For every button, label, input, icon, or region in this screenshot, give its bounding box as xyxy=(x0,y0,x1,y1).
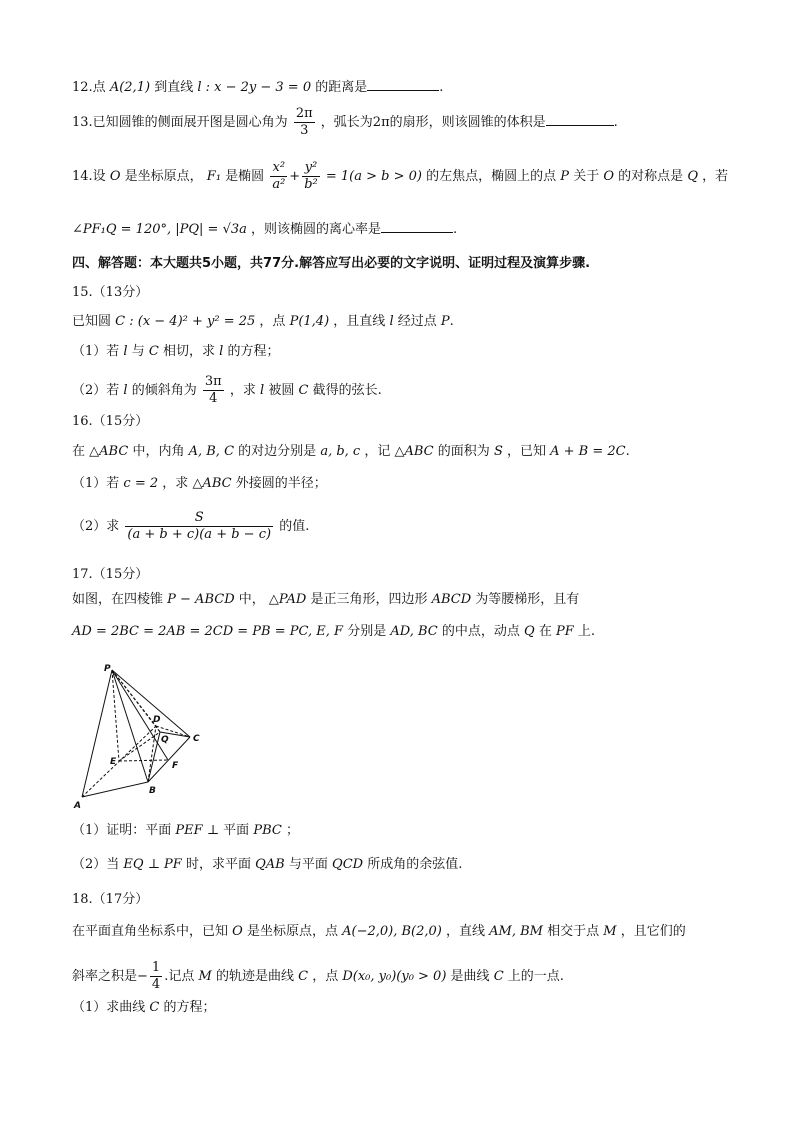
q16-end: . xyxy=(625,444,630,459)
q17-t6: 的中点，动点 xyxy=(441,624,520,639)
q15-part2 xyxy=(72,374,382,407)
q15-p2-l2: l xyxy=(260,383,265,398)
q14-t7: ，若 xyxy=(702,169,729,184)
q17-t3: 是正三角形，四边形 xyxy=(310,592,428,607)
q16-p1-t1: （1）若 xyxy=(72,476,120,491)
q18-t6: 斜率之积是 xyxy=(72,969,138,984)
q17-stem2 xyxy=(72,622,595,642)
q14-t1: 14.设 xyxy=(72,169,106,184)
q13-end: . xyxy=(613,115,618,130)
q15-p1-l2: l xyxy=(219,344,224,359)
q14-x-den: a² xyxy=(272,177,286,192)
edge-PB xyxy=(112,670,148,782)
q14-t3: 是椭圆 xyxy=(225,169,265,184)
q15-t4: 经过点 xyxy=(397,314,437,329)
q17-t4: 为等腰梯形，且有 xyxy=(475,592,580,607)
segment-PE xyxy=(112,670,119,761)
q14-t8: ，则该椭圆的离心率是 xyxy=(251,222,382,237)
q17-p1-pbc: PBC xyxy=(253,823,282,838)
q15-P: P xyxy=(440,314,450,329)
q14-O2: O xyxy=(603,169,615,184)
q16-p1-t2: ，求 xyxy=(162,476,189,491)
q17-stem1 xyxy=(72,590,579,610)
q15-p2-t5: 截得的弦长. xyxy=(312,383,382,398)
q17-p1-t1: （1）证明：平面 xyxy=(72,823,172,838)
q18-part1 xyxy=(72,998,216,1018)
q17-t2: 中， xyxy=(238,592,265,607)
q16-p2-den: (a + b + c)(a + b − c) xyxy=(127,527,272,542)
q14-frac-y xyxy=(302,160,320,193)
q18-p1-t1: （1）求曲线 xyxy=(72,1000,146,1015)
q14-x-num: x² xyxy=(270,160,287,177)
q17-eq: AD = 2BC = 2AB = 2CD = PB = PC, E, F xyxy=(72,624,344,639)
q18-t11: 上的一点. xyxy=(507,969,564,984)
q17-PF: PF xyxy=(555,624,574,639)
section-4-heading: 四、解答题：本大题共5小题，共77分.解答应写出必要的文字说明、证明过程及演算步骤. xyxy=(72,256,591,271)
q15-p1-t1: （1）若 xyxy=(72,344,120,359)
q18-fraction xyxy=(150,960,162,993)
q17-Q: Q xyxy=(524,624,535,639)
q17-part1 xyxy=(72,821,299,841)
q15-p1-t2: 与 xyxy=(131,344,145,359)
q13-frac-den: 3 xyxy=(300,123,309,138)
label-B: B xyxy=(149,786,156,796)
q18-p1-C: C xyxy=(149,1000,160,1015)
q18-t5: ，且它们的 xyxy=(620,924,686,939)
q17-p2-t2: 时，求平面 xyxy=(185,857,251,872)
q15-p2-t2: 的倾斜角为 xyxy=(131,383,197,398)
q13-answer-blank[interactable] xyxy=(546,111,614,126)
q12-suffix: 的距离是 xyxy=(315,80,368,95)
q15-circle: C : (x − 4)² + y² = 25 xyxy=(115,314,256,329)
label-A: A xyxy=(74,801,81,810)
q15-end: . xyxy=(449,314,454,329)
q18-t3: ，直线 xyxy=(446,924,486,939)
q15-p2-C: C xyxy=(298,383,309,398)
q16-part2 xyxy=(72,510,309,543)
q14-F1: F₁ xyxy=(206,169,222,184)
q16-t6: ，已知 xyxy=(506,444,546,459)
label-P: P xyxy=(104,664,111,674)
q14-eq-rest: = 1(a > b > 0) xyxy=(325,169,422,184)
q15-t1: 已知圆 xyxy=(72,314,112,329)
q12-prefix: 12.点 xyxy=(72,80,106,95)
q16-t2: 中，内角 xyxy=(132,444,185,459)
q12-mid: 到直线 xyxy=(154,80,194,95)
q15-p2-t1: （2）若 xyxy=(72,383,120,398)
q18-t9: ，点 xyxy=(312,969,339,984)
q18-stem1 xyxy=(72,922,686,942)
q16-p2-num: S xyxy=(125,510,273,527)
label-Q: Q xyxy=(161,735,169,745)
q16-angles: A, B, C xyxy=(188,444,235,459)
q15-l: l xyxy=(389,314,394,329)
q14-Q: Q xyxy=(687,169,698,184)
q17-t8: 上. xyxy=(577,624,596,639)
q17-p1-pef: PEF xyxy=(175,823,203,838)
q18-stem2 xyxy=(72,960,564,993)
q15-p1-t3: 相切，求 xyxy=(162,344,215,359)
q17-t7: 在 xyxy=(538,624,552,639)
q14-t6: 的对称点是 xyxy=(618,169,684,184)
q17-t5: 分别是 xyxy=(347,624,387,639)
q16-sides: a, b, c xyxy=(320,444,361,459)
q13-prefix: 13.已知圆锥的侧面展开图是圆心角为 xyxy=(72,115,288,130)
q16-p2-t1: （2）求 xyxy=(72,519,120,534)
label-D: D xyxy=(153,715,161,725)
edge-PA xyxy=(82,670,112,797)
q16-t3: 的对边分别是 xyxy=(238,444,317,459)
q14-y-den: b² xyxy=(304,177,318,192)
q16-p1-t3: 外接圆的半径； xyxy=(235,476,327,491)
q17-abcd: ABCD xyxy=(431,592,472,607)
q14-P: P xyxy=(560,169,570,184)
q14-y-num: y² xyxy=(302,160,320,177)
q17-p1-t2: ⊥ 平面 xyxy=(206,823,250,838)
q14-frac-x xyxy=(270,160,287,193)
q17-p2-qcd: QCD xyxy=(332,857,364,872)
q15-p1-C: C xyxy=(148,344,159,359)
q15-p1-l: l xyxy=(123,344,128,359)
label-E: E xyxy=(110,757,117,767)
q15-p2-t3: ，求 xyxy=(229,383,256,398)
q14-condition: ∠PF₁Q = 120°, |PQ| = √3a xyxy=(72,222,247,237)
q17-p2-t1: （2）当 xyxy=(72,857,120,872)
edge-PC xyxy=(112,670,190,737)
q15-p2-l: l xyxy=(123,383,128,398)
q18-M2: M xyxy=(198,969,212,984)
label-C: C xyxy=(193,734,200,744)
q14-O: O xyxy=(109,169,121,184)
q18-t2: 是坐标原点，点 xyxy=(246,924,338,939)
q15-p1-t4: 的方程； xyxy=(227,344,280,359)
q14-t5: 关于 xyxy=(573,169,600,184)
q13-mid: ，弧长为2π的扇形，则该圆锥的体积是 xyxy=(320,115,546,130)
q17-p2-t4: 所成角的余弦值. xyxy=(367,857,463,872)
q17-p2-cond: EQ ⊥ PF xyxy=(123,857,182,872)
pyramid-figure xyxy=(72,660,212,810)
q18-M: M xyxy=(603,924,617,939)
question-13 xyxy=(72,106,618,139)
q16-part1 xyxy=(72,474,327,494)
q18-points: A(−2,0), B(2,0) xyxy=(342,924,442,939)
q12-answer-blank[interactable] xyxy=(367,76,439,91)
edge-AD xyxy=(82,726,156,797)
q17-p2-qab: QAB xyxy=(255,857,285,872)
q16-cond: A + B = 2C xyxy=(550,444,626,459)
q15-t2: ，点 xyxy=(259,314,286,329)
segment-EF xyxy=(119,760,168,761)
q18-num: 1 xyxy=(151,960,161,975)
q18-t8: 的轨迹是曲线 xyxy=(215,969,294,984)
q17-mid: AD, BC xyxy=(390,624,438,639)
q17-pyr: P − ABCD xyxy=(167,592,235,607)
q18-C: C xyxy=(298,969,309,984)
q15-head: 15.（13分） xyxy=(72,285,149,300)
q15-p2-fraction xyxy=(203,374,224,407)
q18-t1: 在平面直角坐标系中，已知 xyxy=(72,924,229,939)
q16-S: S xyxy=(493,444,503,459)
q18-p1-t2: 的方程； xyxy=(163,1000,216,1015)
question-14-line2 xyxy=(72,218,457,240)
edge-AB xyxy=(82,782,148,797)
q14-end: . xyxy=(453,222,458,237)
q15-p2-den: 4 xyxy=(209,391,218,406)
q17-part2 xyxy=(72,855,462,875)
q12-end: . xyxy=(439,80,444,95)
q17-t1: 如图，在四棱锥 xyxy=(72,592,164,607)
q16-p2-t2: 的值. xyxy=(279,519,310,534)
q16-tri2: △ABC xyxy=(394,444,434,459)
q13-fraction xyxy=(294,106,315,139)
q15-p2-num: 3π xyxy=(204,374,222,389)
q14-answer-blank[interactable] xyxy=(381,218,453,233)
q15-point: P(1,4) xyxy=(289,314,330,329)
q13-frac-num: 2π xyxy=(295,106,313,121)
q16-p2-fraction xyxy=(125,510,273,543)
label-F: F xyxy=(172,761,179,771)
q18-t7: .记点 xyxy=(164,969,195,984)
q16-t1: 在 xyxy=(72,444,86,459)
q18-head: 18.（17分） xyxy=(72,892,149,907)
q18-t4: 相交于点 xyxy=(547,924,600,939)
question-14-line1: 14.设 O 是坐标原点， F₁ 是椭圆 $\frac{\text{x²}}{\text{a²}}$ + $\frac{\text{y²}}{\text{b²}}$ = 1(a > b > 0) 的左焦点，椭圆上的点 P 关于 O 的对称点是 Q ，若 xyxy=(72,160,729,192)
q15-t3: ，且直线 xyxy=(333,314,386,329)
q18-sign: − xyxy=(137,969,148,984)
q18-den: 4 xyxy=(151,977,161,992)
q18-D: D(x₀, y₀)(y₀ > 0) xyxy=(342,969,447,984)
q16-t5: 的面积为 xyxy=(437,444,490,459)
q14-t2: 是坐标原点， xyxy=(124,169,203,184)
q14-t4: 的左焦点，椭圆上的点 xyxy=(426,169,557,184)
q18-C2: C xyxy=(493,969,504,984)
q12-line: l : x − 2y − 3 = 0 xyxy=(197,80,312,95)
edge-BC xyxy=(148,737,190,782)
q18-t10: 是曲线 xyxy=(450,969,490,984)
q16-stem xyxy=(72,442,630,462)
q16-p1-cond: c = 2 xyxy=(123,476,159,491)
question-12 xyxy=(72,76,443,98)
q12-point: A(2,1) xyxy=(109,80,151,95)
q17-pad: △PAD xyxy=(268,592,307,607)
q17-p2-t3: 与平面 xyxy=(288,857,328,872)
q16-tri: △ABC xyxy=(89,444,129,459)
q15-part1 xyxy=(72,342,279,362)
q18-O: O xyxy=(232,924,243,939)
q18-lines: AM, BM xyxy=(489,924,543,939)
q15-stem xyxy=(72,312,454,332)
q16-head: 16.（15分） xyxy=(72,414,149,429)
q16-p1-tri: △ABC xyxy=(192,476,232,491)
q17-p1-end: ； xyxy=(285,823,299,838)
q16-t4: ，记 xyxy=(364,444,391,459)
q15-p2-t4: 被圆 xyxy=(268,383,295,398)
q17-head: 17.（15分） xyxy=(72,567,149,582)
